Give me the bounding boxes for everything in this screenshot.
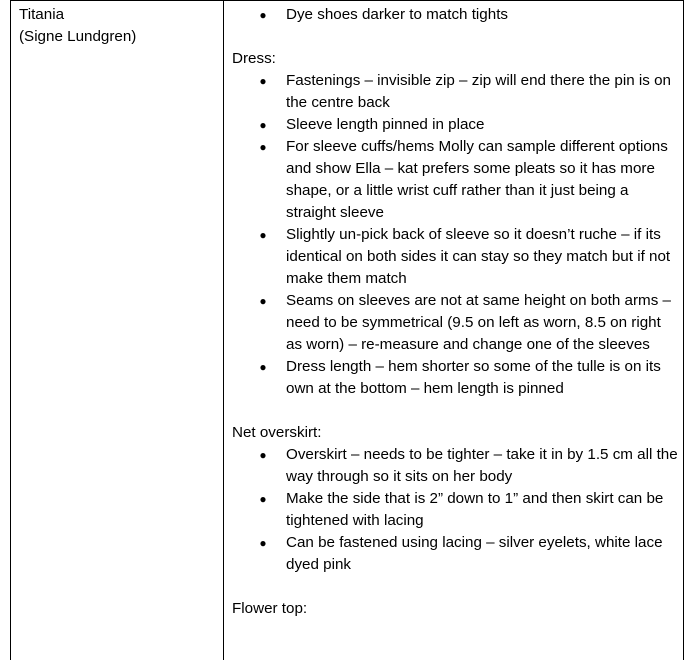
list-item: ● For sleeve cuffs/hems Molly can sample different options and show Ella – kat prefers some pleats so it has more shape, or a little wrist cuff rather than it just being a straight sleeve	[259, 138, 668, 221]
bullet-icon: ●	[259, 118, 267, 132]
list-item: ● Slightly un-pick back of sleeve so it doesn’t ruche – if its identical on both sides it can stay so they match but if not make them match	[259, 226, 671, 287]
bullet-icon: ●	[259, 228, 267, 242]
bullet-icon: ●	[259, 294, 267, 308]
section-heading: Dress:	[232, 50, 276, 67]
section-heading: Net overskirt:	[232, 424, 322, 441]
overskirt-list	[232, 444, 678, 576]
list-item: ● Sleeve length pinned in place	[232, 114, 678, 136]
list-item: ● Dye shoes darker to match tights	[232, 4, 678, 26]
character-cell	[19, 4, 219, 48]
bullet-icon: ●	[259, 448, 267, 462]
character-name: Titania	[19, 6, 65, 23]
section-flower-top	[232, 598, 678, 620]
list-item: ● Make the side that is 2” down to 1” and then skirt can be tightened with lacing	[259, 490, 664, 529]
bullet-icon: ●	[259, 74, 267, 88]
bullet-icon: ●	[259, 140, 267, 154]
list-item: ● Seams on sleeves are not at same height on both arms – need to be symmetrical (9.5 on left as worn, 8.5 on right as worn) – re-measure and change one of the sleeves	[259, 292, 671, 353]
list-item: ● Fastenings – invisible zip – zip will end there the pin is on the centre back	[259, 72, 671, 111]
actor-name: (Signe Lundgren)	[19, 28, 137, 45]
notes-cell	[232, 4, 678, 620]
dress-list	[232, 70, 678, 400]
list-item: ● Dress length – hem shorter so some of the tulle is on its own at the bottom – hem length is pinned	[259, 358, 661, 397]
section-dress	[232, 48, 678, 400]
costume-notes-table	[10, 0, 684, 660]
section-heading: Flower top:	[232, 600, 308, 617]
list-item: ● Can be fastened using lacing – silver eyelets, white lace dyed pink	[259, 534, 663, 573]
intro-list	[232, 4, 678, 26]
column-divider	[223, 1, 224, 660]
bullet-icon: ●	[259, 360, 267, 374]
section-net-overskirt	[232, 422, 678, 576]
list-item: ● Overskirt – needs to be tighter – take it in by 1.5 cm all the way through so it sits on her body	[259, 446, 678, 485]
bullet-icon: ●	[259, 492, 267, 506]
bullet-icon: ●	[259, 536, 267, 550]
bullet-icon: ●	[259, 8, 267, 22]
